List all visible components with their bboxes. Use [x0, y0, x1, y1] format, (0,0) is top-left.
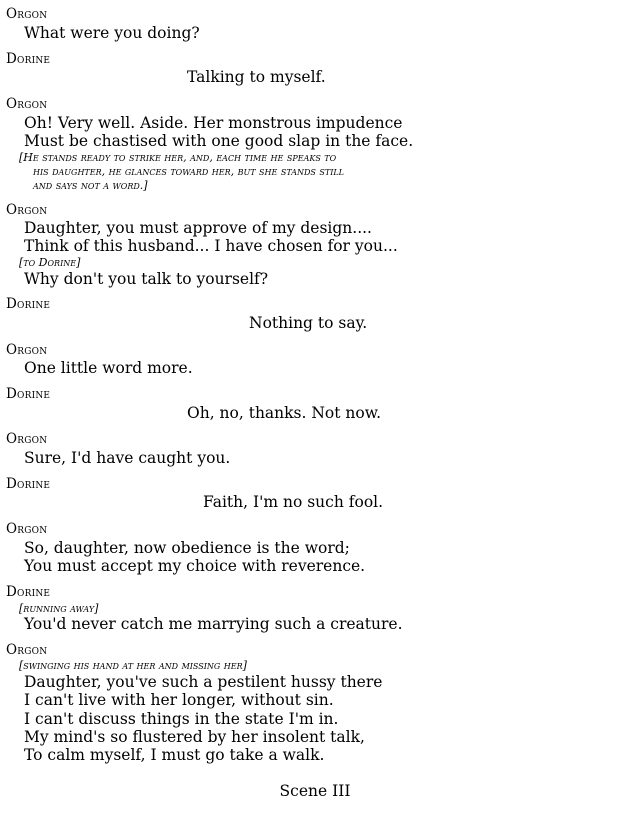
stage-direction-line: his daughter, he glances toward her, but she stands still — [33, 165, 344, 178]
speaker-orgon: Orgon — [6, 431, 48, 447]
stage-direction: [to Dorine] — [19, 256, 81, 269]
scene-heading: Scene III — [279, 782, 351, 800]
dialogue-line: Why don't you talk to yourself? — [24, 270, 269, 288]
dialogue-line: My mind's so flustered by her insolent talk, — [24, 728, 365, 746]
dialogue-line: Think of this husband... I have chosen for you... — [24, 237, 398, 255]
stage-direction-line: [He stands ready to strike her, and, each time he speaks to — [19, 151, 337, 164]
dialogue-line: I can't live with her longer, without sin. — [24, 691, 334, 709]
speaker-orgon: Orgon — [6, 202, 48, 218]
dialogue-line: Talking to myself. — [187, 68, 326, 86]
dialogue-line: So, daughter, now obedience is the word; — [24, 539, 350, 557]
speaker-orgon: Orgon — [6, 342, 48, 358]
dialogue-line: Faith, I'm no such fool. — [203, 493, 384, 511]
dialogue-line: Must be chastised with one good slap in the face. — [24, 132, 414, 150]
stage-direction — [19, 151, 344, 193]
stage-direction-line: and says not a word.] — [33, 179, 148, 192]
speaker-dorine: Dorine — [6, 476, 51, 492]
dialogue-line: You must accept my choice with reverence. — [24, 557, 366, 575]
dialogue-line: You'd never catch me marrying such a creature. — [24, 615, 403, 633]
dialogue-line: To calm myself, I must go take a walk. — [24, 746, 325, 764]
stage-direction: [swinging his hand at her and missing her] — [19, 659, 247, 672]
dialogue-line: Oh, no, thanks. Not now. — [187, 404, 382, 422]
speaker-orgon: Orgon — [6, 642, 48, 658]
dialogue-line: Oh! Very well. Aside. Her monstrous impudence — [24, 114, 403, 132]
dialogue-line: Daughter, you must approve of my design.... — [24, 219, 372, 237]
speaker-orgon: Orgon — [6, 96, 48, 112]
speaker-orgon: Orgon — [6, 6, 48, 22]
dialogue-line: Daughter, you've such a pestilent hussy there — [24, 673, 383, 691]
dialogue-line: Nothing to say. — [249, 314, 368, 332]
speaker-dorine: Dorine — [6, 51, 51, 67]
speaker-dorine: Dorine — [6, 386, 51, 402]
dialogue-line: What were you doing? — [24, 24, 200, 42]
dialogue-line: One little word more. — [24, 359, 193, 377]
dialogue-line: Sure, I'd have caught you. — [24, 449, 231, 467]
dialogue-line: I can't discuss things in the state I'm in. — [24, 710, 339, 728]
speaker-dorine: Dorine — [6, 296, 51, 312]
speaker-orgon: Orgon — [6, 521, 48, 537]
speaker-dorine: Dorine — [6, 584, 51, 600]
stage-direction: [running away] — [19, 602, 99, 615]
